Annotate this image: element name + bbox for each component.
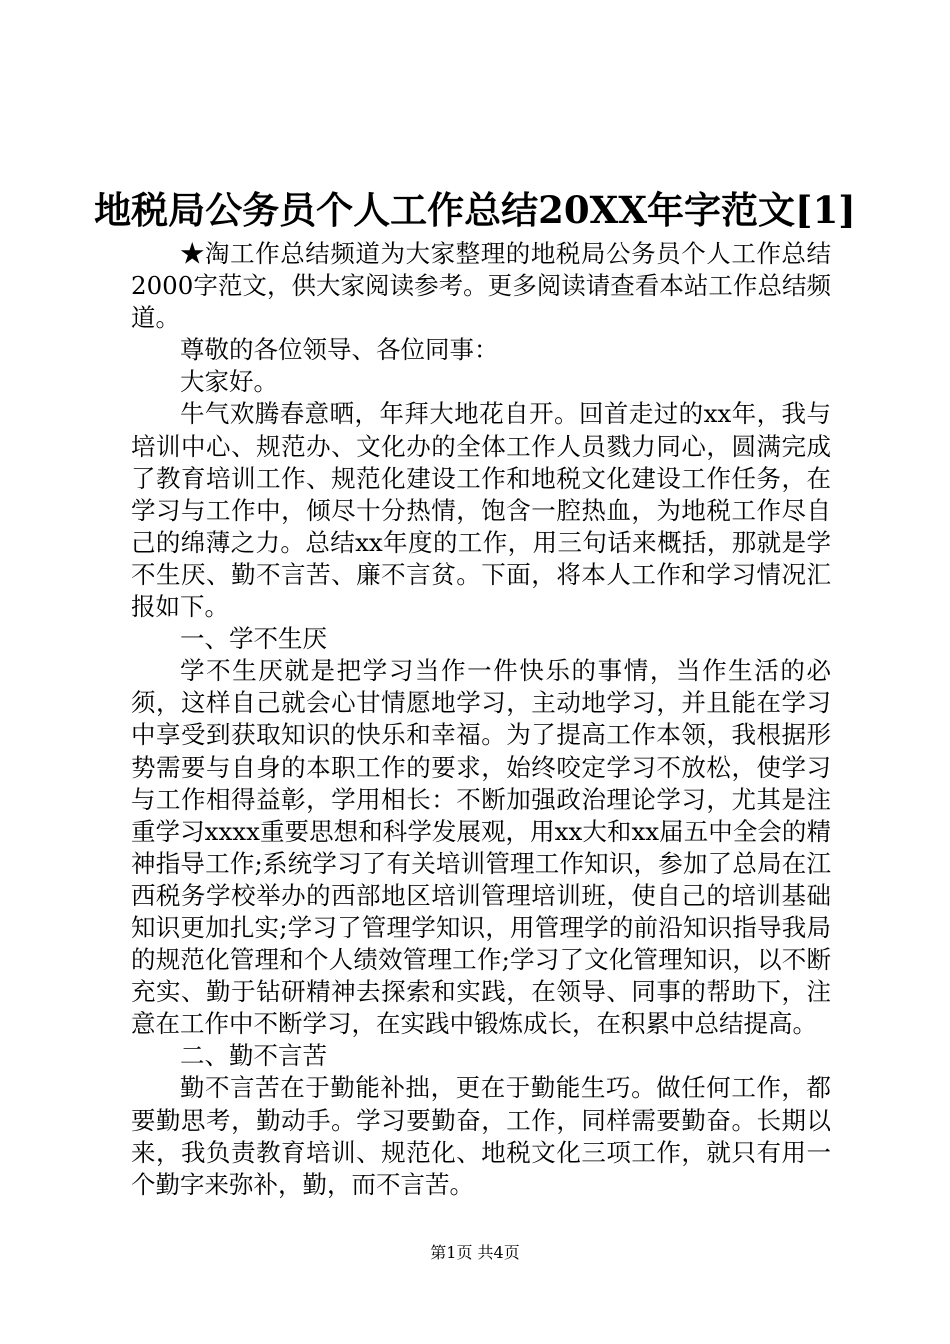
section-heading-1: 一、学不生厌 xyxy=(180,624,327,654)
paragraph-intro: ★淘工作总结频道为大家整理的地税局公务员个人工作总结2000字范文，供大家阅读参考。更多阅读请查看本站工作总结频道。 xyxy=(131,239,831,333)
paragraph-greeting: 大家好。 xyxy=(180,367,278,397)
paragraph-salutation: 尊敬的各位领导、各位同事： xyxy=(180,335,499,365)
document-body xyxy=(131,238,831,1201)
paragraph-section-2: 勤不言苦在于勤能补拙，更在于勤能生巧。做任何工作，都要勤思考，勤动手。学习要勤奋，工作，同样需要勤奋。长期以来，我负责教育培训、规范化、地税文化三项工作，就只有用一个勤字来弥补，勤，而不言苦。 xyxy=(131,1073,831,1199)
paragraph-overview: 牛气欢腾春意晒，年拜大地花自开。回首走过的xx年，我与培训中心、规范办、文化办的全体工作人员戮力同心，圆满完成了教育培训工作、规范化建设工作和地税文化建设工作任务，在学习与工作中，倾尽十分热情，饱含一腔热血，为地税工作尽自己的绵薄之力。总结xx年度的工作，用三句话来概括，那就是学不生厌、勤不言苦、廉不言贫。下面，将本人工作和学习情况汇报如下。 xyxy=(131,399,831,622)
section-heading-2: 二、勤不言苦 xyxy=(180,1041,327,1071)
paragraph-section-1: 学不生厌就是把学习当作一件快乐的事情，当作生活的必须，这样自己就会心甘情愿地学习，主动地学习，并且能在学习中享受到获取知识的快乐和幸福。为了提高工作本领，我根据形势需要与自身的本职工作的要求，始终咬定学习不放松，使学习与工作相得益彰，学用相长：不断加强政治理论学习，尤其是注重学习xxxx重要思想和科学发展观，用xx大和xx届五中全会的精神指导工作;系统学习了有关培训管理工作知识，参加了总局在江西税务学校举办的西部地区培训管理培训班，使自己的培训基础知识更加扎实;学习了管理学知识，用管理学的前沿知识指导我局的规范化管理和个人绩效管理工作;学习了文化管理知识，以不断充实、勤于钻研精神去探索和实践，在领导、同事的帮助下，注意在工作中不断学习，在实践中锻炼成长，在积累中总结提高。 xyxy=(131,656,831,1039)
page-number: 第1页 共4页 xyxy=(430,1243,520,1262)
document-title: 地税局公务员个人工作总结20XX年字范文[1] xyxy=(94,188,856,232)
